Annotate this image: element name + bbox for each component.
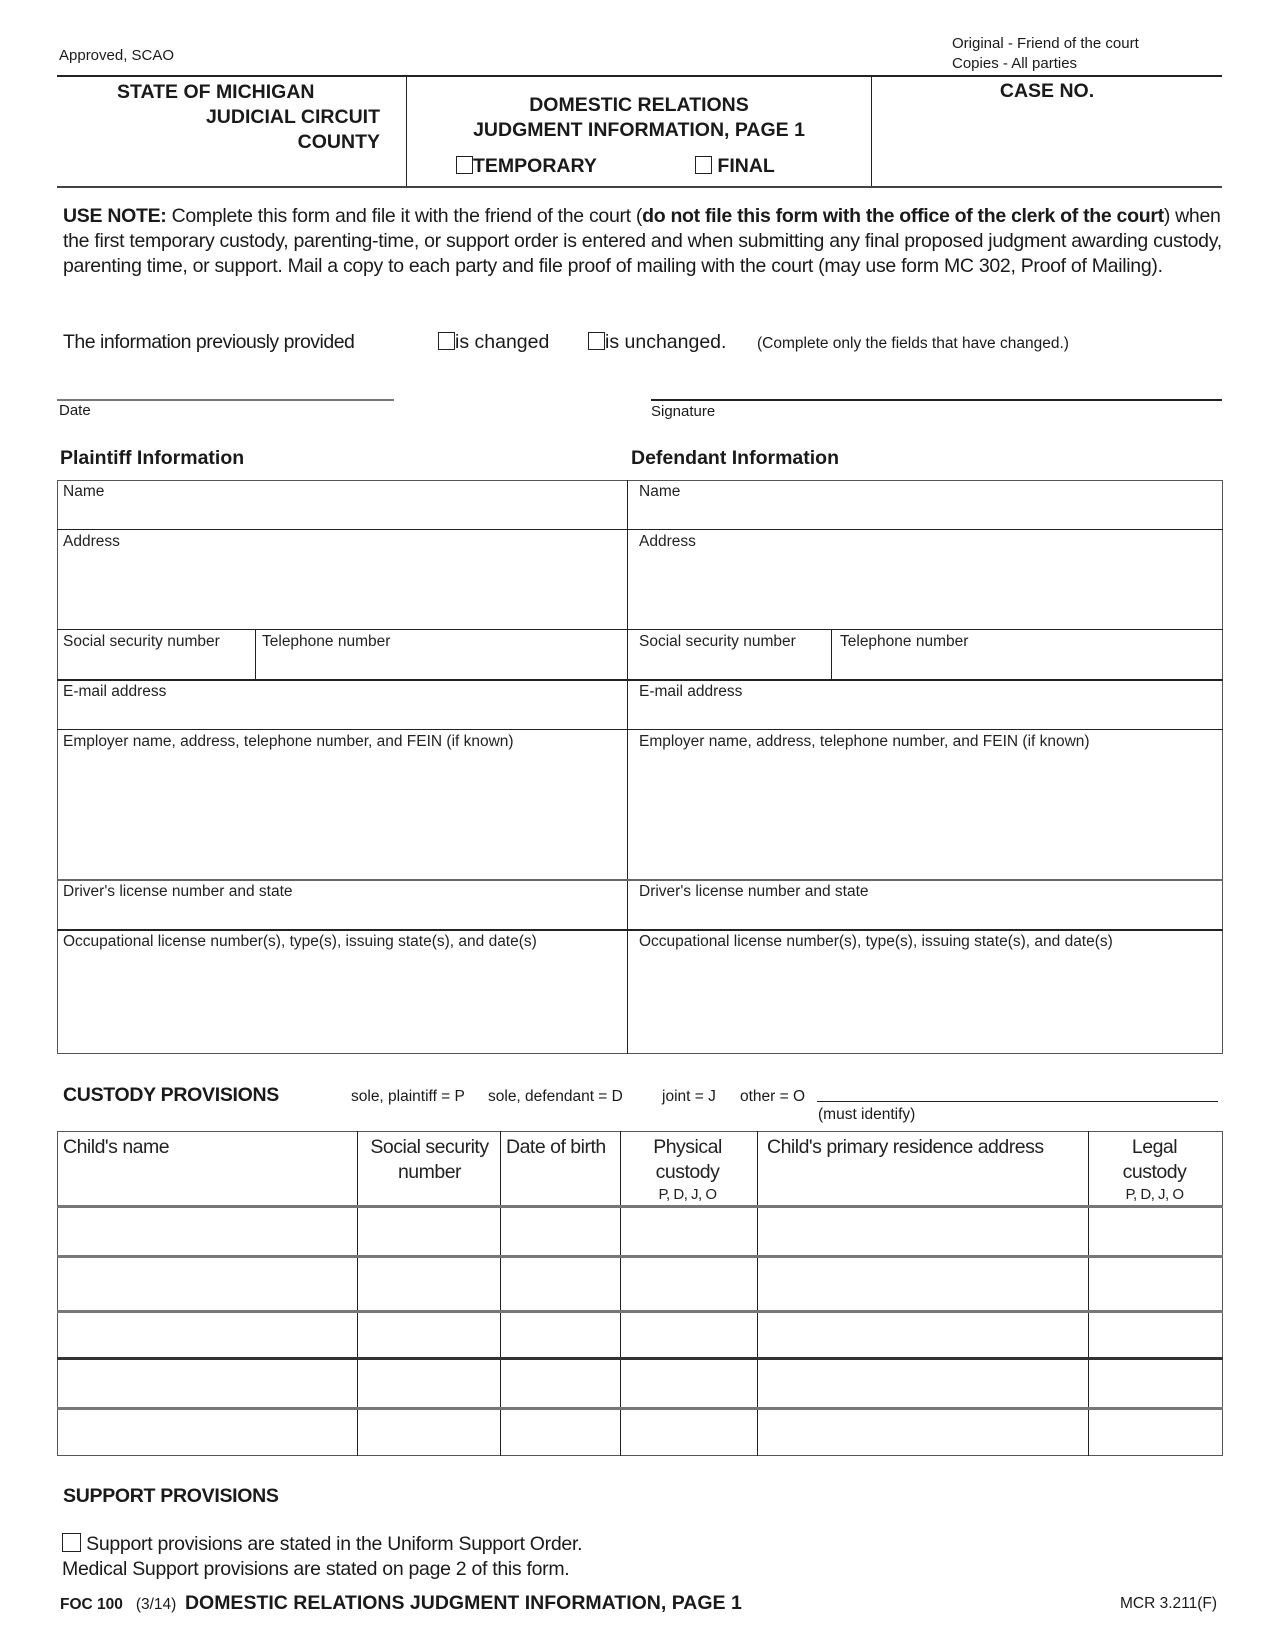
use-note-bold: do not file this form with the office of the clerk of the court — [642, 205, 1164, 227]
footer-left — [60, 1592, 742, 1615]
custody-header-1 — [361, 1135, 498, 1185]
footer-title: DOMESTIC RELATIONS JUDGMENT INFORMATION, PAGE 1 — [184, 1592, 742, 1614]
custody-header-line1: Date of birth — [506, 1136, 606, 1158]
plaintiff-email-field[interactable] — [60, 702, 624, 727]
temporary-option[interactable] — [456, 155, 597, 178]
custody-cell-r4-c1[interactable] — [60, 1361, 354, 1404]
custody-cell-r3-c4[interactable] — [623, 1314, 754, 1354]
custody-heading: CUSTODY PROVISIONS — [63, 1084, 280, 1106]
plaintiff-phone-field[interactable] — [259, 652, 624, 677]
custody-cell-r4-c4[interactable] — [623, 1361, 754, 1404]
defendant-heading: Defendant Information — [631, 447, 839, 469]
custody-header-3 — [620, 1135, 755, 1205]
is-unchanged-label: is unchanged. — [605, 331, 727, 353]
plaintiff-occ-field[interactable] — [60, 952, 624, 1050]
row-rule — [57, 929, 1223, 931]
custody-cell-r2-c5[interactable] — [760, 1259, 1085, 1307]
custody-cell-r1-c5[interactable] — [760, 1209, 1085, 1252]
final-label: FINAL — [717, 155, 775, 177]
custody-cell-r3-c2[interactable] — [360, 1314, 497, 1354]
defendant-phone-field[interactable] — [835, 652, 1220, 677]
custody-legend-o: other = O — [740, 1088, 806, 1105]
plaintiff-address-label: Address — [63, 533, 120, 550]
custody-cell-r5-c1[interactable] — [60, 1411, 354, 1453]
is-changed-label: is changed — [455, 331, 550, 353]
is-unchanged-option[interactable] — [588, 331, 726, 354]
header-top-rule — [57, 75, 1222, 77]
custody-cell-r1-c4[interactable] — [623, 1209, 754, 1252]
defendant-email-field[interactable] — [632, 702, 1220, 727]
footer-form-id: FOC 100 — [60, 1596, 123, 1613]
custody-table — [57, 1131, 1223, 1456]
temporary-label: TEMPORARY — [473, 155, 597, 177]
plaintiff-address-field[interactable] — [60, 552, 624, 627]
custody-cell-r5-c4[interactable] — [623, 1411, 754, 1453]
form-title-line2: JUDGMENT INFORMATION, PAGE 1 — [473, 119, 805, 141]
ssn-divider-plaintiff — [255, 629, 256, 679]
info-status-note: (Complete only the fields that have changed.) — [757, 335, 1069, 352]
plaintiff-occ-label: Occupational license number(s), type(s), issuing state(s), and date(s) — [63, 933, 537, 950]
defendant-phone-label: Telephone number — [840, 633, 969, 650]
footer-rule: MCR 3.211(F) — [1120, 1595, 1218, 1612]
custody-cell-r2-c2[interactable] — [360, 1259, 497, 1307]
custody-cell-r1-c3[interactable] — [503, 1209, 617, 1252]
defendant-employer-label: Employer name, address, telephone number, and FEIN (if known) — [639, 733, 1090, 750]
footer-revision: (3/14) — [135, 1596, 177, 1613]
custody-cell-r5-c3[interactable] — [503, 1411, 617, 1453]
defendant-ssn-label: Social security number — [639, 633, 796, 650]
plaintiff-ssn-field[interactable] — [60, 652, 252, 677]
defendant-email-label: E-mail address — [639, 683, 743, 700]
party-table-divider — [627, 480, 628, 1054]
support-uso-checkbox[interactable] — [62, 1533, 81, 1552]
row-rule — [57, 629, 1223, 630]
custody-header-line1: Legal — [1131, 1136, 1178, 1158]
custody-cell-r2-c4[interactable] — [623, 1259, 754, 1307]
date-line[interactable] — [57, 399, 394, 401]
plaintiff-name-label: Name — [63, 483, 105, 500]
plaintiff-employer-label: Employer name, address, telephone number, and FEIN (if known) — [63, 733, 514, 750]
custody-cell-r5-c5[interactable] — [760, 1411, 1085, 1453]
custody-header-line2: custody — [1122, 1161, 1187, 1183]
custody-cell-r3-c6[interactable] — [1091, 1314, 1220, 1354]
court-circuit: JUDICIAL CIRCUIT — [205, 106, 380, 128]
signature-label: Signature — [651, 403, 716, 420]
defendant-dl-label: Driver's license number and state — [639, 883, 869, 900]
custody-header-code: P, D, J, O — [658, 1186, 717, 1203]
row-rule — [57, 879, 1223, 881]
custody-cell-r1-c6[interactable] — [1091, 1209, 1220, 1252]
plaintiff-employer-field[interactable] — [60, 752, 624, 877]
custody-header-4 — [767, 1135, 1086, 1160]
custody-cell-r1-c1[interactable] — [60, 1209, 354, 1252]
use-note-text2: ) when the first temporary custody, parenting-time, or support order is entered and when submitting any final proposed judgment awarding custody, parenting time, or support. Mail a copy to each party and file proof of mailing with the court (may use form MC 302, Proof of Mailing). — [63, 205, 1222, 277]
plaintiff-name-field[interactable] — [60, 500, 624, 527]
support-uso-option[interactable] — [62, 1533, 582, 1556]
custody-cell-r3-c3[interactable] — [503, 1314, 617, 1354]
plaintiff-dl-label: Driver's license number and state — [63, 883, 293, 900]
defendant-name-field[interactable] — [632, 500, 1220, 527]
defendant-occ-field[interactable] — [632, 952, 1220, 1050]
custody-header-5 — [1088, 1135, 1221, 1205]
info-status-label: The information previously provided — [63, 331, 355, 353]
support-uso-label: Support provisions are stated in the Uniform Support Order. — [86, 1533, 583, 1555]
custody-cell-r4-c2[interactable] — [360, 1361, 497, 1404]
defendant-ssn-field[interactable] — [632, 652, 828, 677]
custody-cell-r1-c2[interactable] — [360, 1209, 497, 1252]
distribution-original: Original - Friend of the court — [952, 35, 1139, 52]
custody-cell-r5-c6[interactable] — [1091, 1411, 1220, 1453]
defendant-name-label: Name — [639, 483, 681, 500]
custody-legend-p: sole, plaintiff = P — [351, 1088, 465, 1105]
custody-cell-r2-c1[interactable] — [60, 1259, 354, 1307]
distribution-copies: Copies - All parties — [952, 55, 1078, 72]
defendant-address-field[interactable] — [632, 552, 1220, 627]
custody-cell-r3-c1[interactable] — [60, 1314, 354, 1354]
custody-row-rule — [57, 1205, 1223, 1208]
custody-header-line2: custody — [655, 1161, 720, 1183]
custody-cell-r2-c6[interactable] — [1091, 1259, 1220, 1307]
defendant-address-label: Address — [639, 533, 696, 550]
row-rule — [57, 729, 1223, 730]
is-changed-option[interactable] — [438, 331, 549, 354]
ssn-divider-defendant — [831, 629, 832, 679]
custody-legend-d: sole, defendant = D — [488, 1088, 623, 1105]
plaintiff-phone-label: Telephone number — [262, 633, 391, 650]
custody-header-code: P, D, J, O — [1125, 1186, 1184, 1203]
use-note — [63, 204, 1223, 279]
final-checkbox[interactable] — [695, 156, 712, 174]
approved-label: Approved, SCAO — [59, 47, 175, 64]
row-rule — [57, 679, 1223, 681]
row-rule — [57, 529, 1223, 530]
medical-support-note: Medical Support provisions are stated on page 2 of this form. — [62, 1558, 570, 1580]
use-note-lead: USE NOTE: — [63, 205, 167, 227]
custody-header-line1: Social security — [370, 1136, 489, 1158]
use-note-text1: Complete this form and file it with the friend of the court ( — [166, 205, 643, 227]
custody-header-line1: Child's primary residence address — [767, 1136, 1044, 1158]
custody-cell-r4-c3[interactable] — [503, 1361, 617, 1404]
custody-cell-r2-c3[interactable] — [503, 1259, 617, 1307]
custody-header-line1: Physical — [653, 1136, 722, 1158]
court-block — [57, 80, 380, 155]
is-changed-checkbox[interactable] — [438, 332, 455, 350]
custody-header-2 — [506, 1135, 618, 1160]
plaintiff-ssn-label: Social security number — [63, 633, 220, 650]
custody-cell-r4-c5[interactable] — [760, 1361, 1085, 1404]
must-identify-label: (must identify) — [818, 1106, 916, 1123]
defendant-occ-label: Occupational license number(s), type(s), issuing state(s), and date(s) — [639, 933, 1113, 950]
plaintiff-dl-field[interactable] — [60, 902, 624, 927]
defendant-employer-field[interactable] — [632, 752, 1220, 877]
custody-cell-r3-c5[interactable] — [760, 1314, 1085, 1354]
custody-row-rule — [57, 1407, 1223, 1410]
date-label: Date — [59, 402, 91, 419]
court-county: COUNTY — [297, 131, 380, 153]
custody-header-line2: number — [397, 1161, 462, 1183]
custody-row-rule — [57, 1255, 1223, 1258]
defendant-dl-field[interactable] — [632, 902, 1220, 927]
distribution-note — [952, 34, 1139, 74]
plaintiff-heading: Plaintiff Information — [60, 447, 245, 469]
form-title — [407, 93, 871, 143]
support-heading: SUPPORT PROVISIONS — [63, 1485, 279, 1507]
temporary-checkbox[interactable] — [456, 156, 473, 174]
custody-row-rule — [57, 1310, 1223, 1313]
case-no-field[interactable] — [880, 108, 1215, 180]
signature-line[interactable] — [651, 399, 1222, 401]
court-state: STATE OF MICHIGAN — [117, 81, 315, 103]
case-no-label: CASE NO. — [999, 80, 1095, 102]
custody-cell-r5-c2[interactable] — [360, 1411, 497, 1453]
custody-header-line1: Child's name — [63, 1136, 170, 1158]
header-bottom-rule — [57, 186, 1222, 188]
custody-row-rule — [57, 1357, 1223, 1360]
plaintiff-email-label: E-mail address — [63, 683, 167, 700]
other-identify-line[interactable] — [817, 1101, 1218, 1102]
custody-cell-r4-c6[interactable] — [1091, 1361, 1220, 1404]
is-unchanged-checkbox[interactable] — [588, 332, 605, 350]
final-option[interactable] — [695, 155, 775, 178]
form-title-line1: DOMESTIC RELATIONS — [529, 94, 749, 116]
custody-header-0 — [63, 1135, 355, 1160]
custody-legend-j: joint = J — [662, 1088, 716, 1105]
